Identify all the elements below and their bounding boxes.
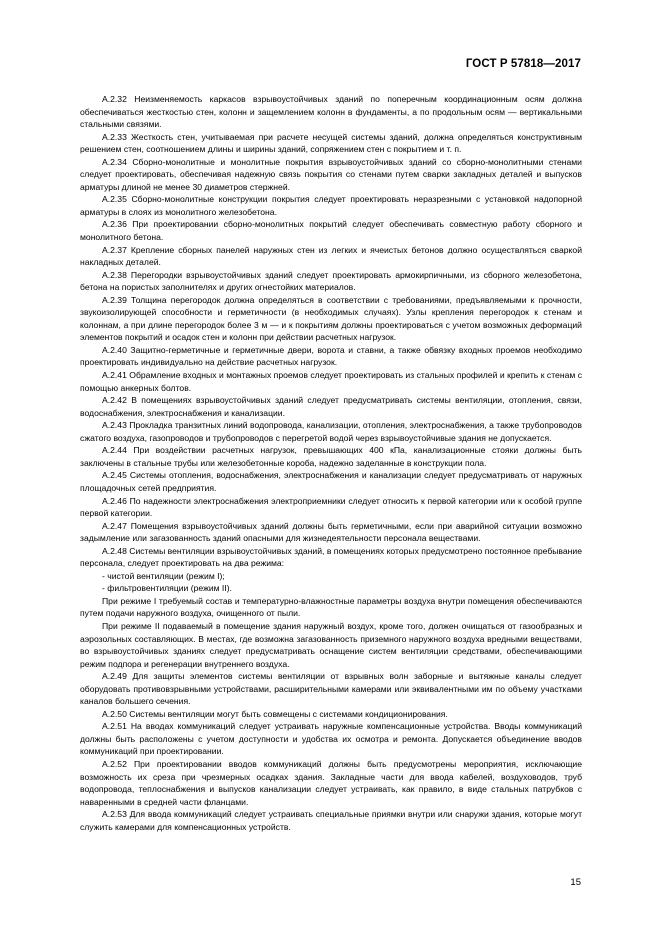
paragraph-a-2-40: А.2.40 Защитно-герметичные и герметичные двери, ворота и ставни, а также обвязку входных проемов необходимо проектировать индивидуально на действие расчетных нагрузок. [80,344,582,368]
paragraph-mode-2-description: При режиме II подаваемый в помещение здания наружный воздух, кроме того, должен очищаться от газообразных и аэрозольных составляющих. В местах, где возможна загазованность приземного наружного воздуха вредными веществами, во взрывоустойчивых зданиях следует предусматривать оснащение систем вентиляции средствами, обеспечивающими режим подпора и регенерации внутреннего воздуха. [80,620,582,669]
list-item-mode-2: - фильтровентиляции (режим II). [102,583,232,594]
document-body [80,93,582,833]
paragraph-a-2-41: А.2.41 Обрамление входных и монтажных проемов следует проектировать из стальных профилей и крепить к стенам с помощью анкерных болтов. [80,370,582,393]
paragraph-mode-1-description: При режиме I требуемый состав и температурно-влажностные параметры воздуха внутри помещения обеспечиваются путем подачи наружного воздуха, очищенного от пыли. [80,595,582,619]
paragraph-a-2-48: А.2.48 Системы вентиляции взрывоустойчивых зданий, в помещениях которых предусмотрено постоянное пребывание персонала, следует проектировать на два режима: [80,545,582,569]
paragraph-a-2-53: А.2.53 Для ввода коммуникаций следует устраивать специальные приямки внутри или снаружи здания, которые могут служить камерами для компенсационных устройств. [80,809,582,832]
paragraph-a-2-45: А.2.45 Системы отопления, водоснабжения, электроснабжения и канализации следует предусматривать от наружных площадочных сетей предприятия. [80,470,582,493]
paragraph-a-2-51: А.2.51 На вводах коммуникаций следует устраивать наружные компенсационные устройства. Вводы коммуникаций должны быть расположены с учетом доступности и удобства их осмотра и ремонта. Допускается объединение вводов коммуникаций при проектировании. [80,721,582,757]
page-number: 15 [570,877,581,888]
paragraph-a-2-38: А.2.38 Перегородки взрывоустойчивых зданий следует проектировать армокирпичными, из сборного железобетона, бетона на пористых заполнителях и других огнестойких материалов. [80,269,582,293]
paragraph-a-2-37: А.2.37 Крепление сборных панелей наружных стен из легких и ячеистых бетонов должно осуществляться сваркой накладных деталей. [80,244,582,268]
paragraph-a-2-52: А.2.52 При проектировании вводов коммуникаций должны быть предусмотрены мероприятия, исключающие возможность их среза при чрезмерных осадках здания. Закладные части для ввода кабелей, воздуховодов, труб водопровода, теплоснабжения и выпусков канализации следует устраивать, как правило, в виде стальных патрубков с наваренными в средней части фланцами. [80,758,582,807]
paragraph-a-2-42: А.2.42 В помещениях взрывоустойчивых зданий следует предусматривать системы вентиляции, отопления, связи, водоснабжения, электроснабжения и канализации. [80,395,582,418]
list-item-mode-1: - чистой вентиляции (режим I); [102,570,225,581]
paragraph-a-2-39: А.2.39 Толщина перегородок должна определяться в соответствии с требованиями, предъявляемыми к прочности, звукоизолирующей способности и герметичности (в необходимых случаях). Узлы крепления перегородок к стенам и колоннам, а при длине перегородок более 3 м — и к покрытиям должны проектироваться с учетом возможных деформаций элементов покрытий и осадок стен и колонн при действии расчетных нагрузок. [80,294,582,343]
paragraph-a-2-47: А.2.47 Помещения взрывоустойчивых зданий должны быть герметичными, если при аварийной ситуации возможно задымление или загазованность зданий опасными для жизнедеятельности персонала веществами. [80,520,582,544]
paragraph-a-2-32: А.2.32 Неизменяемость каркасов взрывоустойчивых зданий по поперечным координационным осям должна обеспечиваться жесткостью стен, колонн и защемлением колонн в фундаменты, а по продольным осям — вертикальными стальными связями. [80,94,582,130]
paragraph-a-2-43: А.2.43 Прокладка транзитных линий водопровода, канализации, отопления, электроснабжения, а также трубопроводов сжатого воздуха, газопроводов и трубопроводов с перегретой водой через взрывоустойчивые здания не допускается. [80,420,582,443]
paragraph-a-2-35: А.2.35 Сборно-монолитные конструкции покрытия следует проектировать неразрезными с установкой надопорной арматуры в слоях из монолитного железобетона. [80,194,582,217]
paragraph-a-2-34: А.2.34 Сборно-монолитные и монолитные покрытия взрывоустойчивых зданий со сборно-монолитными стенами следует проектировать, обеспечивая надежную связь покрытия со стенами путем сварки закладных деталей и выпусков арматуры длиной не менее 30 диаметров стержней. [80,156,582,192]
paragraph-a-2-49: А.2.49 Для защиты элементов системы вентиляции от взрывных волн заборные и вытяжные каналы следует оборудовать противовзрывными устройствами, расширительными камерами или эквивалентными им по объему участками каналов большего сечения. [80,671,582,707]
paragraph-a-2-33: А.2.33 Жесткость стен, учитываемая при расчете несущей системы зданий, должна определяться конструктивным решением стен, соотношением длины и ширины зданий, сопряжением стен с покрытием и т. п. [80,131,582,155]
paragraph-a-2-50: А.2.50 Системы вентиляции могут быть совмещены с системами кондиционирования. [102,708,448,719]
paragraph-a-2-36: А.2.36 При проектировании сборно-монолитных покрытий следует обеспечивать совместную работу сборного и монолитного бетона. [80,219,582,243]
paragraph-a-2-44: А.2.44 При воздействии расчетных нагрузок, превышающих 400 кПа, канализационные стояки должны быть заключены в стальные трубы или железобетонные короба, надежно заделанные в конструкции пола. [80,445,582,468]
paragraph-a-2-46: А.2.46 По надежности электроснабжения электроприемники следует относить к первой категории или к особой группе первой категории. [80,495,582,519]
document-code-header: ГОСТ Р 57818—2017 [465,58,581,70]
